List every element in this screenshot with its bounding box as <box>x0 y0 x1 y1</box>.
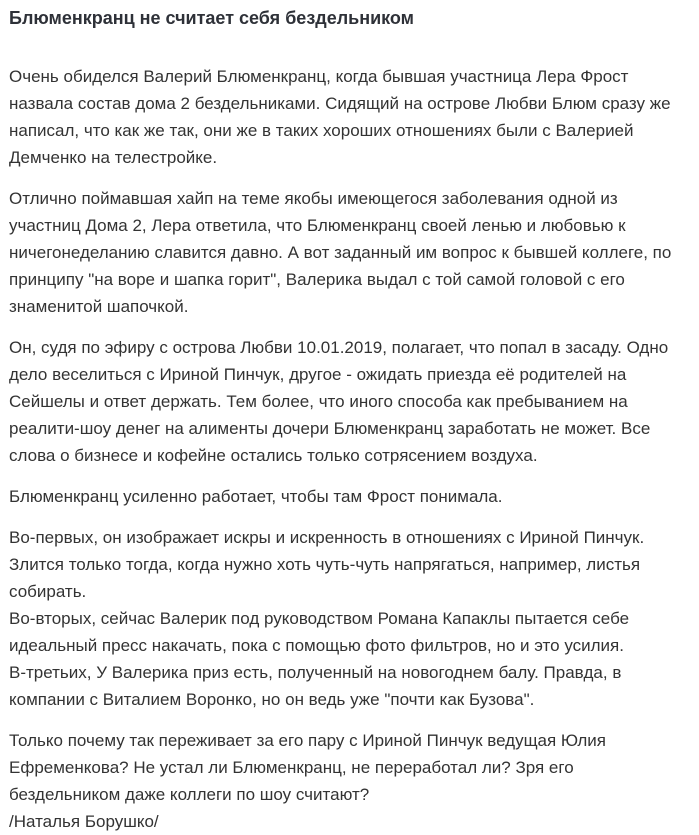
article-paragraph: Очень обиделся Валерий Блюменкранц, когда бывшая участница Лера Фрост назвала состав дома 2 бездельниками. Сидящий на острове Любви Блюм сразу же написал, что как же так, они же в таких хороших отношениях были с Валерией Демченко на телестройке. <box>9 67 671 167</box>
article-paragraph-firstly: Во-первых, он изображает искры и искренность в отношениях с Ириной Пинчук. Злится только тогда, когда нужно хоть чуть-чуть напрягаться, например, листья собирать. <box>9 528 645 601</box>
article-paragraph: Блюменкранц усиленно работает, чтобы там Фрост понимала. <box>9 487 503 506</box>
article-paragraph-thirdly: В-третьих, У Валерика приз есть, полученный на новогоднем балу. Правда, в компании с Виталием Воронко, но он ведь уже "почти как Бузова". <box>9 663 622 709</box>
article-paragraph: Отлично поймавшая хайп на теме якобы имеющегося заболевания одной из участниц Дома 2, Лера ответила, что Блюменкранц своей ленью и любовью к ничегонеделанию славится давно. А вот заданный им вопрос к бывшей коллеге, по принципу "на воре и шапка горит", Валерика выдал с той самой головой с его знаменитой шапочкой. <box>9 189 672 316</box>
article-title: Блюменкранц не считает себя бездельником <box>9 8 414 28</box>
article-paragraph: Он, судя по эфиру с острова Любви 10.01.2019, полагает, что попал в засаду. Одно дело веселиться с Ириной Пинчук, другое - ожидать приезда её родителей на Сейшелы и ответ держать. Тем более, что иного способа как пребыванием на реалити-шоу денег на алименты дочери Блюменкранц заработать не может. Все слова о бизнесе и кофейне остались только сотрясением воздуха. <box>9 338 669 465</box>
article-paragraph-closing: Только почему так переживает за его пару с Ириной Пинчук ведущая Юлия Ефременкова? Не устал ли Блюменкранц, не переработал ли? Зря его бездельником даже коллеги по шоу считают? <box>9 731 606 804</box>
article-paragraph-secondly: Во-вторых, сейчас Валерик под руководством Романа Капаклы пытается себе идеальный пресс накачать, пока с помощью фото фильтров, но и это усилия. <box>9 609 630 655</box>
author-byline: /Наталья Борушко/ <box>9 812 159 831</box>
